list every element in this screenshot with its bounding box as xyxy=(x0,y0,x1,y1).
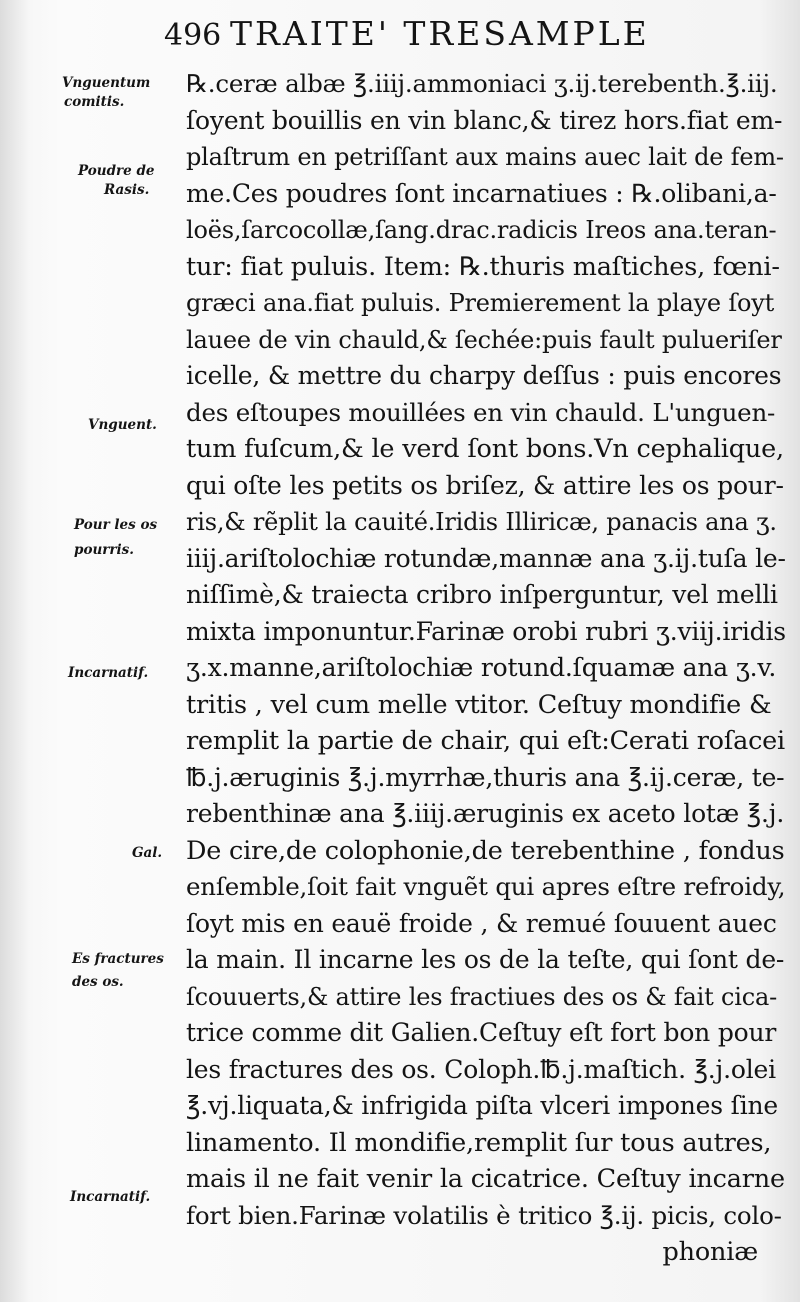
margin-note xyxy=(74,516,157,560)
text-line: iiij.ariſtolochiæ rotundæ,mannæ ana ʒ.ij.tuſa le- xyxy=(186,543,786,573)
text-line: ʒ.x.manne,ariſtolochiæ rotund.ſquamæ ana ʒ.v. xyxy=(186,653,777,682)
margin-note xyxy=(68,664,148,683)
text-line: plaſtrum en petriſſant aux mains auec lait de fem- xyxy=(186,143,784,171)
text-line: me.Ces poudres ſont incarnatiues : ℞.olibani,a- xyxy=(186,178,777,208)
text-line: græci ana.fiat puluis. Premierement la playe ſoyt xyxy=(186,289,775,317)
text-line: loës,ſarcocollæ,ſang.drac.radicis Ireos ana.teran- xyxy=(186,216,777,244)
margin-note xyxy=(70,1188,150,1207)
margin-note-line: Gal. xyxy=(132,845,163,861)
margin-note-line: pourris. xyxy=(74,542,134,558)
text-line: ſcouuerts,& attire les fractiues des os & fait cica- xyxy=(186,982,777,1011)
margin-note-line: Incarnatif. xyxy=(70,1189,151,1205)
margin-notes xyxy=(0,0,186,1302)
text-line: qui oſte les petits os briſez, & attire les os pour- xyxy=(186,470,784,500)
margin-note-line: Pour les os xyxy=(74,517,158,533)
text-line: tur: fiat puluis. Item: ℞.thuris maſtiches, fœni- xyxy=(186,251,780,282)
margin-note-line: Es fractures xyxy=(72,951,164,967)
margin-note xyxy=(62,74,150,112)
running-title: TRAITE' TRESAMPLE xyxy=(230,14,650,53)
text-line: De cire,de colophonie,de terebenthine , fondus xyxy=(186,835,785,866)
margin-note-line: Incarnatif. xyxy=(68,665,149,681)
text-line: ℔.j.æruginis ℥.j.myrrhæ,thuris ana ℥.ij.ceræ, te- xyxy=(186,762,785,792)
body-text xyxy=(186,66,786,1271)
text-line: trice comme dit Galien.Ceſtuy eſt fort bon pour xyxy=(186,1018,777,1047)
text-line: des eſtoupes mouillées en vin chauld. L'unguen- xyxy=(186,397,776,427)
margin-note-line: comitis. xyxy=(64,94,125,110)
text-line: lauee de vin chauld,& ſechée:puis fault pulueriſer xyxy=(186,325,782,354)
margin-note xyxy=(78,162,154,200)
text-line: mixta imponuntur.Farinæ orobi rubri ʒ.viij.iridis xyxy=(186,616,786,646)
text-line: mais il ne fait venir la cicatrice. Ceſtuy incarne xyxy=(186,1164,785,1194)
text-line: les fractures des os. Coloph.℔.j.maſtich. ℥.j.olei xyxy=(186,1054,776,1084)
catchword: phoniæ xyxy=(662,1237,758,1267)
text-line: remplit la partie de chair, qui eſt:Cerati roſacei xyxy=(186,726,785,756)
margin-note xyxy=(132,844,162,863)
text-line: linamento. Il mondifie,remplit ſur tous autres, xyxy=(186,1127,772,1158)
text-line: fort bien.Farinæ volatilis è tritico ℥.ij. picis, colo- xyxy=(186,1200,782,1230)
text-line: rebenthinæ ana ℥.iiij.æruginis ex aceto lotæ ℥.j. xyxy=(186,799,785,828)
text-line: la main. Il incarne les os de la teſte, qui ſont de- xyxy=(186,945,785,974)
text-line: ℞.ceræ albæ ℥.iiij.ammoniaci ʒ.ij.terebenth.℥.iij. xyxy=(186,69,778,98)
text-line: icelle, & mettre du charpy deſſus : puis encores xyxy=(186,361,782,390)
running-header xyxy=(164,14,724,62)
margin-note xyxy=(72,950,164,992)
text-line: enſemble,ſoit fait vnguẽt qui apres eſtre refroidy, xyxy=(186,872,786,901)
margin-note-line: des os. xyxy=(72,974,124,990)
page-number: 496 xyxy=(164,18,222,53)
text-line: ſoyt mis en eauë froide , & remué ſouuent auec xyxy=(186,908,777,938)
margin-note-line: Vnguent. xyxy=(88,417,157,433)
text-line: tum fuſcum,& le verd ſont bons.Vn cephalique, xyxy=(186,434,784,464)
text-line: ſoyent bouillis en vin blanc,& tirez hors.fiat em- xyxy=(186,105,783,135)
text-line: tritis , vel cum melle vtitor. Ceſtuy mondifie & xyxy=(186,689,772,720)
margin-note-line: Rasis. xyxy=(104,182,150,198)
text-line: ris,& rẽplit la cauité.Iridis Illiricæ, panacis ana ʒ. xyxy=(186,508,777,536)
margin-note xyxy=(88,416,157,435)
text-line: ℥.vj.liquata,& infrigida piſta vlceri impones ſine xyxy=(186,1091,778,1120)
margin-note-line: Poudre de xyxy=(78,163,155,179)
margin-note-line: Vnguentum xyxy=(62,75,151,91)
text-line: niſſimè,& traiecta cribro inſperguntur, vel melli xyxy=(186,580,778,609)
